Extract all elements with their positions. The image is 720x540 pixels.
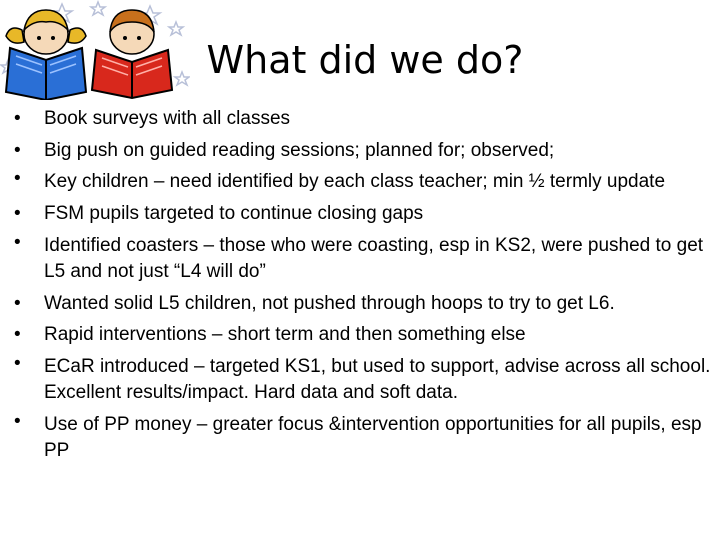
boy-reading (92, 10, 172, 98)
bullet-marker: • (14, 231, 21, 253)
list-item-text: FSM pupils targeted to continue closing gaps (44, 203, 424, 224)
list-item-text: Use of PP money – greater focus &intervention opportunities for all pupils, esp PP (44, 413, 702, 461)
list-item-text: Wanted solid L5 children, not pushed through hoops to try to get L6. (44, 292, 615, 314)
list-item (14, 135, 714, 167)
list-item (14, 409, 714, 467)
bullet-marker: • (14, 168, 21, 189)
list-item (14, 319, 714, 351)
list-item-text: Book surveys with all classes (44, 108, 291, 129)
bullet-marker: • (14, 324, 21, 345)
list-item-text: Big push on guided reading sessions; planned for; observed; (44, 139, 555, 161)
list-item-text: Identified coasters – those who were coasting, esp in KS2, were pushed to get L5 and not just “L4 will do” (44, 234, 704, 282)
list-item (14, 288, 714, 320)
list-item (14, 103, 714, 135)
list-item-text: ECaR introduced – targeted KS1, but used to support, advise across all school. Excellent results/impact. Hard data and soft data. (44, 355, 711, 403)
list-item-text: Key children – need identified by each class teacher; min ½ termly update (44, 171, 666, 192)
girl-reading (6, 10, 86, 100)
bullet-marker: • (14, 352, 21, 374)
list-item (14, 230, 714, 288)
list-item (14, 198, 714, 230)
bullet-list (14, 103, 714, 467)
bullet-marker: • (14, 108, 21, 129)
reading-children-clipart (0, 0, 190, 100)
list-item-text: Rapid interventions – short term and then something else (44, 324, 526, 345)
slide-title: What did we do? (206, 38, 524, 82)
bullet-marker: • (14, 292, 21, 314)
list-item (14, 166, 714, 198)
list-item (14, 351, 714, 409)
bullet-marker: • (14, 203, 21, 224)
bullet-marker: • (14, 410, 21, 432)
bullet-marker: • (14, 139, 21, 161)
